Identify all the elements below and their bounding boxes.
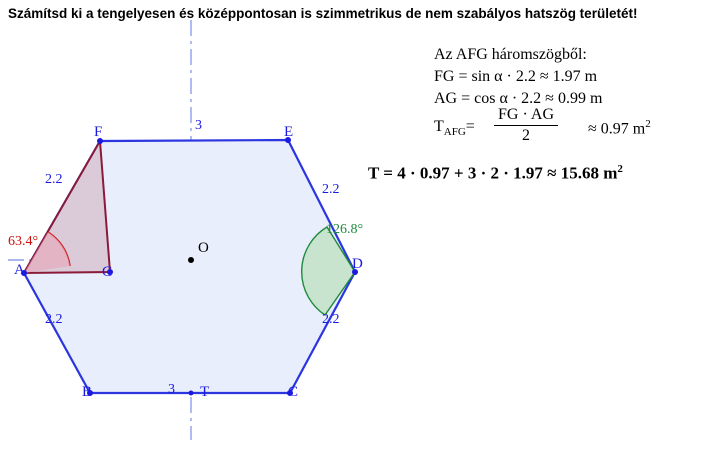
point-t	[189, 391, 194, 396]
math-t-label	[434, 118, 475, 138]
side-label-dc: 2.2	[322, 312, 340, 327]
angle-label-a: 63.4°	[8, 234, 39, 249]
vertex-label-d: D	[352, 256, 363, 272]
side-label-af: 2.2	[45, 172, 63, 187]
math-t-equals: =	[465, 118, 475, 135]
vertex-label-o: O	[198, 240, 209, 256]
math-fraction-bar	[494, 125, 558, 126]
point-o	[188, 257, 194, 263]
math-t-result-unit-exponent: 2	[645, 118, 651, 130]
math-t-result	[588, 118, 651, 138]
math-total-unit-exponent: 2	[617, 163, 623, 175]
math-total-text: T = 4 · 0.97 + 3 · 2 · 1.97 ≈ 15.68 m	[368, 163, 618, 183]
math-t-result-text: ≈ 0.97 m	[588, 120, 646, 138]
math-ag: AG = cos α · 2.2 ≈ 0.99 m	[434, 90, 603, 107]
math-heading: Az AFG háromszögből:	[434, 46, 587, 63]
page-title: Számítsd ki a tengelyesen és középpontosan is szimmetrikus de nem szabályos hatszög területét!	[8, 6, 638, 21]
vertex-label-b: B	[82, 384, 93, 400]
math-total	[368, 163, 623, 184]
math-fraction-numerator: FG · AG	[498, 106, 555, 123]
vertex-label-g: G	[102, 264, 113, 280]
math-t-subscript: AFG	[443, 126, 466, 139]
vertex-label-f: F	[94, 124, 103, 140]
vertex-label-a: A	[14, 262, 25, 278]
side-label-ed: 2.2	[322, 182, 340, 197]
side-label-bc: 3	[168, 382, 175, 397]
math-fg: FG = sin α · 2.2 ≈ 1.97 m	[434, 68, 598, 85]
vertex-label-t: T	[200, 384, 210, 400]
vertex-label-c: C	[288, 384, 299, 400]
math-fraction	[494, 106, 558, 146]
math-t-letter: T	[434, 118, 444, 135]
vertex-label-e: E	[284, 124, 294, 140]
side-label-ab: 2.2	[45, 312, 63, 327]
angle-label-d: 126.8°	[326, 222, 364, 237]
math-fraction-denominator: 2	[522, 127, 530, 145]
side-label-fe: 3	[195, 118, 202, 133]
